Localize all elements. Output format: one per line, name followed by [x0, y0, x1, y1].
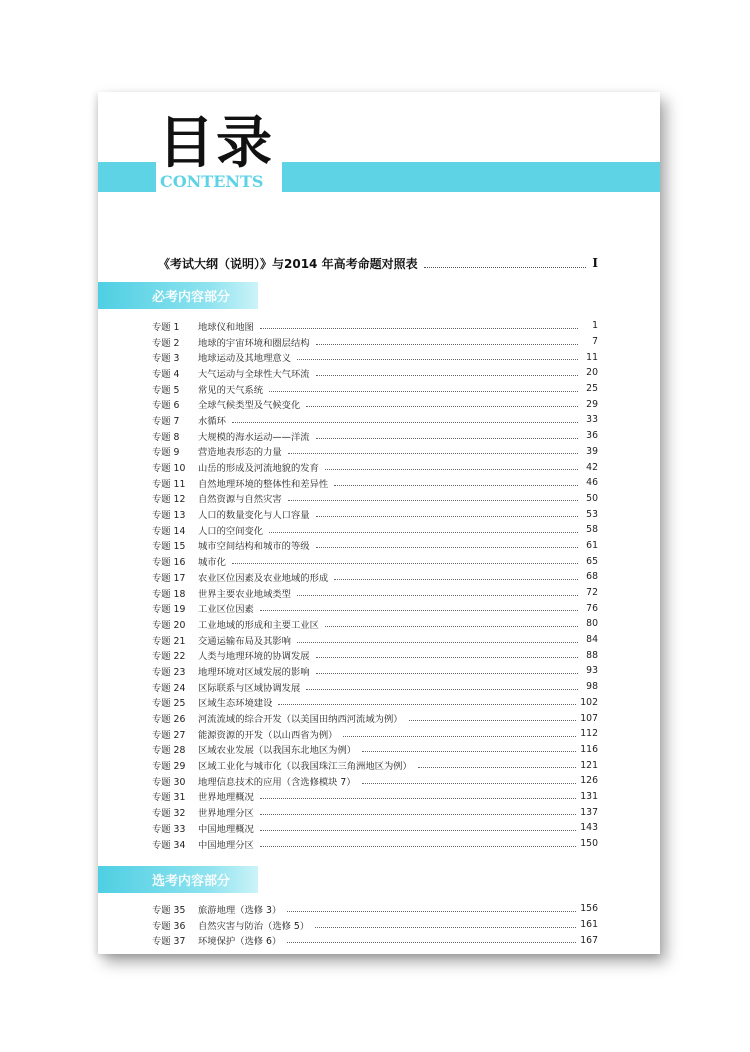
- page-number: 72: [586, 587, 598, 599]
- topic-number: 专题 6: [152, 400, 180, 412]
- leader-dots: [362, 778, 577, 784]
- toc-entry[interactable]: [152, 459, 598, 475]
- page-number: 42: [586, 461, 598, 473]
- toc-entry[interactable]: [152, 836, 598, 852]
- toc-entry[interactable]: [152, 396, 598, 412]
- leader-dots: [418, 762, 576, 768]
- page-title: 目录: [158, 111, 274, 176]
- toc-entry[interactable]: [152, 412, 598, 428]
- topic-title: 旅游地理（选修 3）: [198, 904, 282, 916]
- topic-title: 世界地理概况: [198, 792, 254, 804]
- toc-entry[interactable]: [152, 569, 598, 585]
- topic-number: 专题 21: [152, 635, 186, 647]
- topic-number: 专题 9: [152, 447, 180, 459]
- toc-entry[interactable]: [152, 726, 598, 742]
- topic-title: 城市空间结构和城市的等级: [198, 541, 310, 553]
- topic-title: 地球的宇宙环境和圈层结构: [198, 337, 310, 349]
- topic-number: 专题 32: [152, 808, 186, 820]
- leader-dots: [315, 922, 576, 928]
- page-number: 84: [586, 634, 598, 646]
- topic-number: 专题 17: [152, 572, 186, 584]
- topic-title: 环境保护（选修 6）: [198, 936, 282, 948]
- toc-entry[interactable]: [152, 349, 598, 365]
- topic-number: 专题 24: [152, 682, 186, 694]
- topic-title: 工业地域的形成和主要工业区: [198, 619, 319, 631]
- toc-entry[interactable]: [152, 522, 598, 538]
- leader-dots: [297, 637, 578, 643]
- topic-title: 山岳的形成及河流地貌的发育: [198, 463, 319, 475]
- page-number: 93: [586, 665, 598, 677]
- toc-entry[interactable]: [152, 475, 598, 491]
- toc-entry[interactable]: [152, 773, 598, 789]
- leader-dots: [316, 542, 578, 548]
- topic-title: 地理环境对区域发展的影响: [198, 666, 310, 678]
- toc-list-required: [152, 318, 598, 851]
- page-number: 50: [586, 492, 598, 504]
- topic-number: 专题 27: [152, 729, 186, 741]
- toc-entry[interactable]: [152, 334, 598, 350]
- topic-number: 专题 2: [152, 337, 180, 349]
- topic-title: 区域工业化与城市化（以我国珠江三角洲地区为例）: [198, 761, 412, 773]
- topic-title: 中国地理概况: [198, 823, 254, 835]
- topic-title: 地理信息技术的应用（含选修模块 7）: [198, 776, 356, 788]
- header-band-right: [282, 162, 660, 192]
- topic-number: 专题 5: [152, 384, 180, 396]
- topic-title: 城市化: [198, 557, 226, 569]
- topic-number: 专题 36: [152, 920, 186, 932]
- section-header-elective: [98, 866, 258, 893]
- page-number: 116: [580, 743, 598, 755]
- topic-number: 专题 15: [152, 541, 186, 553]
- toc-entry[interactable]: [152, 663, 598, 679]
- section-title: 选考内容部分: [152, 874, 231, 889]
- leader-dots: [316, 511, 578, 517]
- page-number: 11: [586, 351, 598, 363]
- page-number: 98: [586, 681, 598, 693]
- toc-entry[interactable]: [152, 757, 598, 773]
- topic-title: 大规模的海水运动——洋流: [198, 431, 310, 443]
- topic-number: 专题 12: [152, 494, 186, 506]
- topic-number: 专题 13: [152, 510, 186, 522]
- leader-dots: [232, 417, 578, 423]
- leader-dots: [288, 448, 578, 454]
- leader-dots: [287, 906, 576, 912]
- leader-dots: [409, 715, 577, 721]
- toc-entry[interactable]: [152, 679, 598, 695]
- page-number: 143: [580, 822, 598, 834]
- toc-entry[interactable]: [152, 506, 598, 522]
- toc-entry[interactable]: [152, 616, 598, 632]
- topic-title: 大气运动与全球性大气环流: [198, 368, 310, 380]
- page-number: 156: [580, 903, 598, 915]
- leader-dots: [297, 354, 578, 360]
- toc-entry[interactable]: [152, 365, 598, 381]
- leader-dots: [325, 464, 578, 470]
- section-header-required: [98, 282, 258, 309]
- toc-entry[interactable]: [152, 789, 598, 805]
- syllabus-page: Ⅰ: [592, 256, 598, 270]
- page-number: 112: [580, 728, 598, 740]
- topic-title: 中国地理分区: [198, 839, 254, 851]
- page-number: 58: [586, 524, 598, 536]
- page-number: 131: [580, 790, 598, 802]
- section-title: 必考内容部分: [152, 290, 231, 305]
- leader-dots: [269, 386, 578, 392]
- page-number: 25: [586, 383, 598, 395]
- topic-title: 全球气候类型及气候变化: [198, 400, 301, 412]
- page-number: 20: [586, 367, 598, 379]
- page-number: 36: [586, 430, 598, 442]
- topic-title: 自然地理环境的整体性和差异性: [198, 478, 329, 490]
- topic-number: 专题 16: [152, 557, 186, 569]
- toc-entry[interactable]: [152, 600, 598, 616]
- topic-number: 专题 7: [152, 415, 180, 427]
- toc-entry[interactable]: [152, 444, 598, 460]
- topic-number: 专题 28: [152, 745, 186, 757]
- topic-title: 人口的空间变化: [198, 525, 264, 537]
- leader-dots: [316, 668, 578, 674]
- topic-number: 专题 33: [152, 823, 186, 835]
- page-number: 7: [592, 336, 598, 348]
- contents-subtitle: CONTENTS: [160, 172, 264, 191]
- page-number: 80: [586, 618, 598, 630]
- toc-entry[interactable]: [152, 901, 598, 917]
- leader-dots: [316, 433, 578, 439]
- topic-number: 专题 1: [152, 321, 180, 333]
- topic-number: 专题 20: [152, 619, 186, 631]
- toc-entry[interactable]: [152, 710, 598, 726]
- toc-list-elective: [152, 901, 598, 948]
- topic-title: 人口的数量变化与人口容量: [198, 510, 310, 522]
- leader-dots: [260, 809, 576, 815]
- toc-entry[interactable]: [152, 553, 598, 569]
- leader-dots: [334, 574, 578, 580]
- page-number: 88: [586, 649, 598, 661]
- toc-entry[interactable]: [152, 820, 598, 836]
- toc-entry[interactable]: [152, 647, 598, 663]
- page-number: 65: [586, 555, 598, 567]
- leader-dots: [334, 480, 578, 486]
- topic-title: 农业区位因素及农业地域的形成: [198, 572, 329, 584]
- syllabus-entry[interactable]: [158, 254, 598, 272]
- page-number: 102: [580, 696, 598, 708]
- topic-title: 地球仪和地图: [198, 321, 254, 333]
- topic-number: 专题 25: [152, 698, 186, 710]
- topic-number: 专题 19: [152, 604, 186, 616]
- topic-number: 专题 31: [152, 792, 186, 804]
- toc-entry[interactable]: [152, 742, 598, 758]
- leader-dots: [316, 339, 578, 345]
- leader-dots: [424, 259, 587, 268]
- toc-entry[interactable]: [152, 804, 598, 820]
- header-band-left: [98, 162, 156, 192]
- page-number: 29: [586, 398, 598, 410]
- leader-dots: [260, 605, 578, 611]
- topic-title: 人类与地理环境的协调发展: [198, 651, 310, 663]
- topic-number: 专题 30: [152, 776, 186, 788]
- topic-number: 专题 26: [152, 714, 186, 726]
- page-number: 46: [586, 477, 598, 489]
- toc-entry[interactable]: [152, 381, 598, 397]
- topic-number: 专题 18: [152, 588, 186, 600]
- page-number: 121: [580, 759, 598, 771]
- page-number: 76: [586, 602, 598, 614]
- toc-entry[interactable]: [152, 695, 598, 711]
- topic-number: 专题 3: [152, 353, 180, 365]
- page-number: 39: [586, 445, 598, 457]
- toc-entry[interactable]: [152, 428, 598, 444]
- topic-title: 河流流域的综合开发（以美国田纳西河流域为例）: [198, 714, 403, 726]
- page-number: 126: [580, 775, 598, 787]
- toc-entry[interactable]: [152, 932, 598, 948]
- leader-dots: [287, 937, 576, 943]
- leader-dots: [260, 323, 578, 329]
- topic-title: 交通运输布局及其影响: [198, 635, 291, 647]
- leader-dots: [288, 495, 578, 501]
- topic-title: 世界地理分区: [198, 808, 254, 820]
- page-number: 61: [586, 539, 598, 551]
- topic-title: 营造地表形态的力量: [198, 447, 282, 459]
- toc-entry[interactable]: [152, 491, 598, 507]
- leader-dots: [260, 841, 576, 847]
- topic-title: 地球运动及其地理意义: [198, 353, 291, 365]
- leader-dots: [306, 684, 578, 690]
- page-number: 68: [586, 571, 598, 583]
- topic-title: 自然灾害与防治（选修 5）: [198, 920, 310, 932]
- topic-number: 专题 37: [152, 936, 186, 948]
- topic-number: 专题 10: [152, 463, 186, 475]
- leader-dots: [260, 825, 576, 831]
- toc-entry[interactable]: [152, 318, 598, 334]
- page-number: 1: [592, 320, 598, 332]
- leader-dots: [325, 621, 578, 627]
- leader-dots: [362, 746, 576, 752]
- toc-entry[interactable]: [152, 538, 598, 554]
- leader-dots: [297, 590, 578, 596]
- toc-entry[interactable]: [152, 585, 598, 601]
- topic-number: 专题 22: [152, 651, 186, 663]
- topic-number: 专题 23: [152, 666, 186, 678]
- topic-number: 专题 14: [152, 525, 186, 537]
- topic-number: 专题 35: [152, 904, 186, 916]
- page-number: 150: [580, 838, 598, 850]
- page-number: 107: [580, 712, 598, 724]
- topic-number: 专题 4: [152, 368, 180, 380]
- toc-entry[interactable]: [152, 632, 598, 648]
- topic-title: 区域生态环境建设: [198, 698, 273, 710]
- leader-dots: [232, 558, 578, 564]
- topic-title: 世界主要农业地域类型: [198, 588, 291, 600]
- page-number: 167: [580, 934, 598, 946]
- topic-title: 工业区位因素: [198, 604, 254, 616]
- topic-title: 区域农业发展（以我国东北地区为例）: [198, 745, 357, 757]
- topic-number: 专题 29: [152, 761, 186, 773]
- leader-dots: [306, 401, 578, 407]
- topic-number: 专题 34: [152, 839, 186, 851]
- topic-title: 能源资源的开发（以山西省为例）: [198, 729, 338, 741]
- leader-dots: [316, 652, 578, 658]
- page-number: 137: [580, 806, 598, 818]
- toc-entry[interactable]: [152, 917, 598, 933]
- topic-title: 水循环: [198, 415, 226, 427]
- leader-dots: [278, 699, 576, 705]
- topic-title: 常见的天气系统: [198, 384, 264, 396]
- topic-number: 专题 11: [152, 478, 186, 490]
- leader-dots: [343, 731, 576, 737]
- page-number: 161: [580, 919, 598, 931]
- topic-title: 区际联系与区域协调发展: [198, 682, 301, 694]
- leader-dots: [269, 527, 578, 533]
- page-number: 53: [586, 508, 598, 520]
- topic-number: 专题 8: [152, 431, 180, 443]
- leader-dots: [316, 370, 578, 376]
- topic-title: 自然资源与自然灾害: [198, 494, 282, 506]
- page-number: 33: [586, 414, 598, 426]
- leader-dots: [260, 793, 576, 799]
- syllabus-label: 《考试大纲（说明）》与2014 年高考命题对照表: [158, 256, 418, 271]
